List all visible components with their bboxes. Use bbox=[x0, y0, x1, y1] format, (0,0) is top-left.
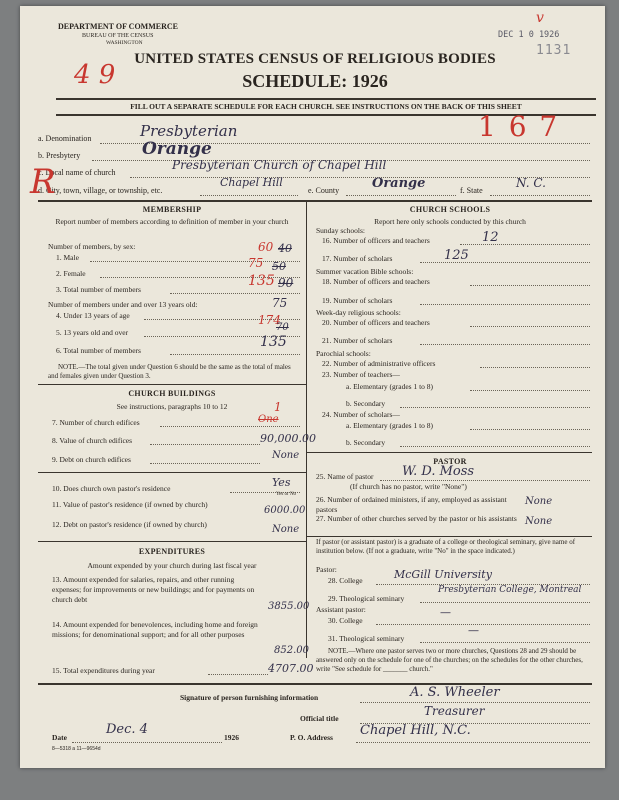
q31-label: 31. Theological seminary bbox=[328, 634, 405, 643]
q30-label: 30. College bbox=[328, 616, 363, 625]
official-title-value: Treasurer bbox=[424, 704, 485, 718]
signature-label: Signature of person furnishing information bbox=[180, 693, 319, 702]
pastor-subheading: Pastor: bbox=[316, 565, 337, 574]
q29-value: Presbyterian College, Montreal bbox=[438, 585, 582, 595]
date-label: Date bbox=[52, 733, 67, 742]
q24a-label: a. Elementary (grades 1 to 8) bbox=[346, 421, 434, 430]
expenditures-intro: Amount expended by your church during last fiscal year bbox=[87, 561, 257, 570]
red-check-mark: v bbox=[536, 10, 544, 26]
red-number-right: 1 6 7 bbox=[478, 110, 560, 143]
q8-label: 8. Value of church edifices bbox=[52, 436, 133, 445]
q27-value: None bbox=[525, 516, 553, 527]
fill-instruction: FILL OUT A SEPARATE SCHEDULE FOR EACH CHURCH. SEE INSTRUCTIONS ON THE BACK OF THIS SHEET bbox=[130, 102, 522, 111]
county-value: Orange bbox=[372, 176, 426, 191]
q5-value: 174 bbox=[258, 313, 281, 327]
assistant-pastor-subheading: Assistant pastor: bbox=[316, 605, 366, 614]
q10-value: Yes bbox=[272, 476, 291, 489]
q26-label: 26. Number of ordained ministers, if any, employed as assistant pastors bbox=[316, 495, 507, 514]
q13-value: 3855.00 bbox=[268, 601, 310, 612]
q17-value: 125 bbox=[444, 248, 469, 263]
date-year: 1926 bbox=[224, 733, 239, 742]
city-label: d. City, town, village, or township, etc. bbox=[38, 186, 163, 195]
pastor-heading: PASTOR bbox=[433, 457, 467, 466]
q6-label: 6. Total number of members bbox=[56, 346, 141, 355]
city-value: Chapel Hill bbox=[220, 176, 283, 189]
q4-value: 75 bbox=[272, 296, 288, 310]
q15-value: 4707.00 bbox=[268, 662, 314, 675]
received-date-stamp: DEC 1 0 1926 bbox=[498, 30, 560, 40]
q21-label: 21. Number of scholars bbox=[322, 336, 393, 345]
q27-label: 27. Number of other churches served by the pastor or his assistants bbox=[316, 514, 517, 523]
expenditures-heading: EXPENDITURES bbox=[138, 547, 206, 556]
schools-intro: Report here only schools conducted by this church bbox=[374, 217, 526, 226]
q24b-label: b. Secondary bbox=[346, 438, 386, 447]
buildings-heading: CHURCH BUILDINGS bbox=[128, 389, 216, 398]
state-value: N. C. bbox=[516, 176, 546, 190]
state-label: f. State bbox=[460, 186, 483, 195]
q25-hint: (If church has no pastor, write "None") bbox=[350, 482, 467, 491]
parochial-schools-label: Parochial schools: bbox=[316, 349, 371, 358]
q9-label: 9. Debt on church edifices bbox=[52, 455, 131, 464]
q23a-label: a. Elementary (grades 1 to 8) bbox=[346, 382, 434, 391]
q14-label: 14. Amount expended for benevolences, including home and foreign missions; for denominational support; and for all other purposes bbox=[52, 620, 258, 639]
q24-label: 24. Number of scholars— bbox=[322, 410, 400, 419]
sunday-schools-label: Sunday schools: bbox=[316, 226, 365, 235]
membership-note: NOTE.—The total given under Question 6 should be the same as the total of males and females given under Question 3. bbox=[48, 363, 291, 380]
membership-intro: Report number of members according to definition of member in your church bbox=[55, 217, 289, 226]
signature-value: A. S. Wheeler bbox=[410, 685, 500, 700]
q23b-label: b. Secondary bbox=[346, 399, 386, 408]
presbytery-value: Orange bbox=[142, 139, 212, 159]
membership-heading: MEMBERSHIP bbox=[142, 205, 202, 214]
q5-label: 5. 13 years old and over bbox=[56, 328, 129, 337]
q31-value: — bbox=[468, 624, 479, 637]
q7-label: 7. Number of church edifices bbox=[52, 418, 140, 427]
census-schedule-form bbox=[20, 6, 605, 768]
q16-label: 16. Number of officers and teachers bbox=[322, 236, 430, 245]
department-name: DEPARTMENT OF COMMERCE bbox=[58, 22, 179, 31]
q4-label: 4. Under 13 years of age bbox=[56, 311, 130, 320]
weekday-schools-label: Week-day religious schools: bbox=[316, 308, 401, 317]
q1-value: 60 bbox=[258, 240, 274, 254]
bureau-name: BUREAU OF THE CENSUS bbox=[82, 33, 154, 39]
q17-label: 17. Number of scholars bbox=[322, 254, 393, 263]
q30-value: — bbox=[440, 606, 451, 619]
q29-label: 29. Theological seminary bbox=[328, 594, 405, 603]
q20-label: 20. Number of officers and teachers bbox=[322, 318, 430, 327]
stamp-number: 1131 bbox=[536, 43, 572, 58]
washington-label: WASHINGTON bbox=[106, 40, 143, 46]
red-r-mark: R bbox=[30, 162, 56, 202]
q5-old-value: 70 bbox=[276, 322, 289, 333]
presbytery-label: b. Presbytery bbox=[38, 151, 81, 160]
q12-label: 12. Debt on pastor's residence (if owned by church) bbox=[52, 520, 207, 529]
q2-old-value: 50 bbox=[272, 260, 286, 273]
age-intro-label: Number of members under and over 13 years old: bbox=[48, 300, 198, 309]
q1-label: 1. Male bbox=[56, 253, 79, 262]
q22-label: 22. Number of administrative officers bbox=[322, 359, 436, 368]
q7-old-value: One bbox=[258, 414, 279, 425]
pastor-note: NOTE.—Where one pastor serves two or more churches, Questions 28 and 29 should be answered only on the schedule for one of the churches; on the schedules for the other churches, write "See schedule for _______ church." bbox=[316, 647, 583, 673]
form-title: UNITED STATES CENSUS OF RELIGIOUS BODIES bbox=[134, 51, 496, 67]
official-title-label: Official title bbox=[300, 714, 339, 723]
q25-value: W. D. Moss bbox=[402, 464, 475, 479]
local-name-value: Presbyterian Church of Chapel Hill bbox=[172, 158, 387, 172]
q8-value: 90,000.00 bbox=[260, 432, 316, 445]
members-by-sex-label: Number of members, by sex: bbox=[48, 242, 136, 251]
po-address-label: P. O. Address bbox=[290, 733, 333, 742]
q10-hint: Yes or No bbox=[276, 492, 297, 497]
q2-value: 75 bbox=[248, 256, 264, 270]
county-label: e. County bbox=[308, 186, 340, 195]
q9-value: None bbox=[272, 450, 300, 461]
q3-value: 135 bbox=[248, 273, 275, 289]
denomination-label: a. Denomination bbox=[38, 134, 92, 143]
graduate-intro: If pastor (or assistant pastor) is a graduate of a college or theological seminary, give name of institution below. (If not a graduate, write "No" in the space indicated.) bbox=[316, 538, 576, 555]
q28-value: McGill University bbox=[394, 568, 492, 581]
q14-value: 852.00 bbox=[274, 645, 309, 656]
local-name-label: c. Local name of church bbox=[38, 168, 116, 177]
po-address-value: Chapel Hill, N.C. bbox=[360, 723, 471, 738]
buildings-intro: See instructions, paragraphs 10 to 12 bbox=[116, 402, 228, 411]
vacation-schools-label: Summer vacation Bible schools: bbox=[316, 267, 414, 276]
form-code: 8—5318 a 11—9654d bbox=[52, 746, 101, 752]
q7-value: 1 bbox=[274, 400, 282, 414]
q28-label: 28. College bbox=[328, 576, 363, 585]
date-value: Dec. 4 bbox=[106, 722, 148, 737]
q25-label: 25. Name of pastor bbox=[316, 472, 374, 481]
denomination-value: Presbyterian bbox=[140, 122, 238, 140]
q19-label: 19. Number of scholars bbox=[322, 296, 393, 305]
q26-value: None bbox=[525, 496, 553, 507]
q2-label: 2. Female bbox=[56, 269, 86, 278]
schools-heading: CHURCH SCHOOLS bbox=[409, 205, 491, 214]
q15-label: 15. Total expenditures during year bbox=[52, 666, 155, 675]
q12-value: None bbox=[272, 524, 300, 535]
red-number-left: 4 9 bbox=[74, 60, 116, 90]
q1-old-value: 40 bbox=[278, 242, 292, 255]
schedule-title: SCHEDULE: 1926 bbox=[242, 71, 388, 91]
q3-label: 3. Total number of members bbox=[56, 285, 141, 294]
q16-value: 12 bbox=[482, 230, 499, 245]
q11-label: 11. Value of pastor's residence (if owned by church) bbox=[52, 500, 208, 509]
q18-label: 18. Number of officers and teachers bbox=[322, 277, 430, 286]
q3-old-value: 90 bbox=[278, 276, 294, 290]
q6-value: 135 bbox=[260, 334, 287, 350]
q23-label: 23. Number of teachers— bbox=[322, 370, 400, 379]
q13-label: 13. Amount expended for salaries, repairs, and other running expenses; for improvements or new buildings; and for payments on church debt bbox=[52, 575, 255, 604]
q10-label: 10. Does church own pastor's residence bbox=[52, 484, 171, 493]
q11-value: 6000.00 bbox=[264, 505, 306, 516]
